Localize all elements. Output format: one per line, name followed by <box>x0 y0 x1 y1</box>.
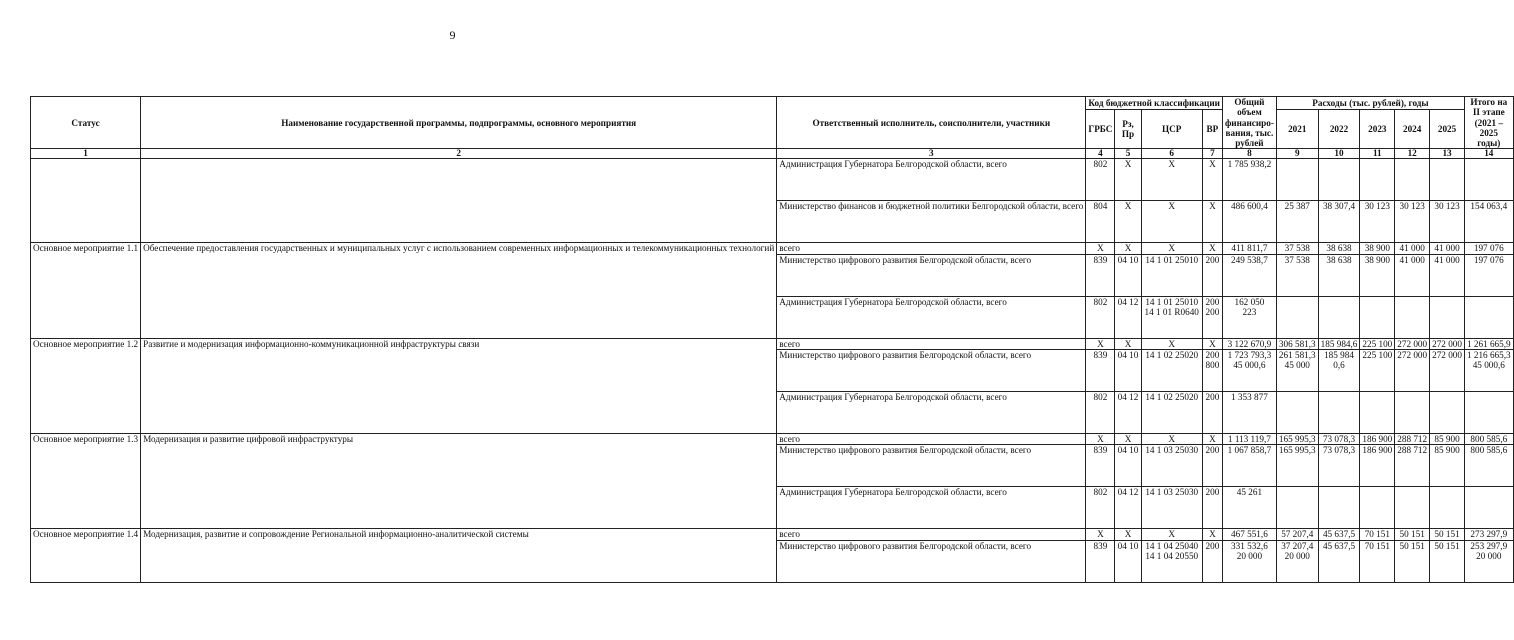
y2023-cell: 30 123 <box>1360 201 1395 243</box>
total-value: 1 723 793,3 <box>1227 350 1272 361</box>
executor-cell: Министерство финансов и бюджетной политики Белгородской области, всего <box>777 201 1086 243</box>
status-cell <box>31 159 141 243</box>
vr-value: 200 <box>1205 307 1220 318</box>
y2022-value: 0,6 <box>1333 360 1345 371</box>
y2021-value: 20 000 <box>1284 550 1310 561</box>
stage-cell: 197 076 <box>1464 254 1513 296</box>
csr-cell: 14 1 01 25010 <box>1141 254 1202 296</box>
y2025-cell: 272 000 <box>1430 350 1465 392</box>
stage-value: 20 000 <box>1476 550 1502 561</box>
y2024-cell: 272 000 <box>1395 338 1430 349</box>
y2023-cell: 38 900 <box>1360 254 1395 296</box>
header-2023: 2023 <box>1360 110 1395 149</box>
executor-cell: Министерство цифрового развития Белгородской области, всего <box>777 350 1086 392</box>
stage-cell <box>1464 392 1513 434</box>
name-cell: Модернизация и развитие цифровой инфраструктуры <box>141 434 777 529</box>
total-cell: 411 811,7 <box>1222 243 1276 254</box>
y2022-cell: 73 078,3 <box>1318 434 1360 445</box>
header-2022: 2022 <box>1318 110 1360 149</box>
vr-cell: 200 <box>1202 487 1222 529</box>
grbs-cell: 839 <box>1086 540 1115 582</box>
csr-cell: X <box>1141 159 1202 201</box>
y2021-cell: 306 581,3 <box>1276 338 1318 349</box>
y2021-cell <box>1276 487 1318 529</box>
col-num: 4 <box>1086 149 1115 159</box>
rzpr-cell: X <box>1115 201 1141 243</box>
stage-value: 1 216 665,3 <box>1466 350 1511 361</box>
stage-cell: 154 063,4 <box>1464 201 1513 243</box>
y2021-cell: 165 995,3 <box>1276 434 1318 445</box>
y2023-cell: 186 900 <box>1360 445 1395 487</box>
y2021-cell: 37 538 <box>1276 243 1318 254</box>
y2023-cell: 225 100 <box>1360 350 1395 392</box>
grbs-cell: 802 <box>1086 296 1115 338</box>
vr-cell: 200 <box>1202 540 1222 582</box>
y2024-cell: 288 712 <box>1395 445 1430 487</box>
executor-cell: Министерство цифрового развития Белгородской области, всего <box>777 254 1086 296</box>
col-num: 3 <box>777 149 1086 159</box>
total-cell <box>1222 350 1276 392</box>
total-value: 45 000,6 <box>1233 360 1266 371</box>
header-csr: ЦСР <box>1141 110 1202 149</box>
col-num: 2 <box>141 149 777 159</box>
total-value: 20 000 <box>1236 550 1263 561</box>
page-number: 9 <box>449 28 456 42</box>
stage-cell <box>1464 540 1513 582</box>
executor-cell: всего <box>777 434 1086 445</box>
y2024-cell <box>1395 296 1430 338</box>
y2025-cell <box>1430 487 1465 529</box>
y2022-cell: 45 637,5 <box>1318 540 1360 582</box>
stage-cell <box>1464 296 1513 338</box>
y2024-cell: 30 123 <box>1395 201 1430 243</box>
grbs-cell: X <box>1086 434 1115 445</box>
table-row <box>31 243 1514 254</box>
y2022-cell <box>1318 392 1360 434</box>
status-cell: Основное мероприятие 1.2 <box>31 338 141 433</box>
y2025-cell <box>1430 296 1465 338</box>
vr-cell: 200 <box>1202 254 1222 296</box>
csr-cell: X <box>1141 243 1202 254</box>
csr-cell <box>1141 296 1202 338</box>
y2022-value: 185 984 <box>1324 350 1354 361</box>
rzpr-cell: X <box>1115 243 1141 254</box>
y2025-cell: 272 000 <box>1430 338 1465 349</box>
header-name: Наименование государственной программы, подпрограммы, основного мероприятия <box>141 97 777 149</box>
stage-cell: 800 585,6 <box>1464 434 1513 445</box>
total-cell: 45 261 <box>1222 487 1276 529</box>
stage-cell: 273 297,9 <box>1464 529 1513 540</box>
executor-cell: Администрация Губернатора Белгородской области, всего <box>777 392 1086 434</box>
executor-cell: всего <box>777 338 1086 349</box>
vr-cell: X <box>1202 338 1222 349</box>
rzpr-cell: X <box>1115 529 1141 540</box>
budget-table <box>30 96 1514 583</box>
grbs-cell: X <box>1086 338 1115 349</box>
name-cell <box>141 159 777 243</box>
y2025-cell: 30 123 <box>1430 201 1465 243</box>
y2022-cell <box>1318 350 1360 392</box>
header-stage-total: Итого на II этапе (2021 – 2025 годы) <box>1464 97 1513 149</box>
grbs-cell: 839 <box>1086 350 1115 392</box>
y2021-value: 45 000 <box>1284 360 1310 371</box>
y2021-cell <box>1276 540 1318 582</box>
total-value: 162 050 <box>1234 296 1265 307</box>
col-num: 1 <box>31 149 141 159</box>
vr-cell: 200 <box>1202 392 1222 434</box>
vr-cell: X <box>1202 159 1222 201</box>
y2023-cell: 38 900 <box>1360 243 1395 254</box>
grbs-cell: 839 <box>1086 254 1115 296</box>
csr-cell: 14 1 02 25020 <box>1141 392 1202 434</box>
col-num: 14 <box>1464 149 1513 159</box>
total-cell: 1 067 858,7 <box>1222 445 1276 487</box>
col-num: 5 <box>1115 149 1141 159</box>
col-num: 13 <box>1430 149 1465 159</box>
y2022-cell <box>1318 296 1360 338</box>
executor-cell: Администрация Губернатора Белгородской области, всего <box>777 296 1086 338</box>
rzpr-cell: 04 10 <box>1115 540 1141 582</box>
y2021-cell: 37 538 <box>1276 254 1318 296</box>
status-cell: Основное мероприятие 1.1 <box>31 243 141 338</box>
total-cell: 1 785 938,2 <box>1222 159 1276 201</box>
total-cell: 3 122 670,9 <box>1222 338 1276 349</box>
total-cell: 486 600,4 <box>1222 201 1276 243</box>
rzpr-cell: 04 10 <box>1115 445 1141 487</box>
total-value: 331 532,6 <box>1231 540 1268 551</box>
y2025-cell: 85 900 <box>1430 434 1465 445</box>
stage-cell: 1 261 665,9 <box>1464 338 1513 349</box>
total-value: 223 <box>1242 307 1257 318</box>
total-cell <box>1222 296 1276 338</box>
y2025-cell: 50 151 <box>1430 529 1465 540</box>
y2025-cell: 41 000 <box>1430 254 1465 296</box>
y2021-cell: 57 207,4 <box>1276 529 1318 540</box>
vr-cell: X <box>1202 201 1222 243</box>
y2025-cell <box>1430 392 1465 434</box>
stage-cell <box>1464 487 1513 529</box>
csr-cell: X <box>1141 434 1202 445</box>
csr-cell: X <box>1141 338 1202 349</box>
header-rzpr: Рз, Пр <box>1115 110 1141 149</box>
y2021-cell <box>1276 296 1318 338</box>
y2021-cell: 25 387 <box>1276 201 1318 243</box>
y2025-cell: 85 900 <box>1430 445 1465 487</box>
vr-cell: X <box>1202 434 1222 445</box>
header-total: Общий объем финансиро-вания, тыс. рублей <box>1222 97 1276 149</box>
y2022-cell <box>1318 159 1360 201</box>
y2024-cell: 288 712 <box>1395 434 1430 445</box>
y2023-cell <box>1360 296 1395 338</box>
table-row <box>31 529 1514 540</box>
executor-cell: Администрация Губернатора Белгородской области, всего <box>777 487 1086 529</box>
y2023-cell: 70 151 <box>1360 540 1395 582</box>
y2021-value: 261 581,3 <box>1278 350 1316 361</box>
y2025-cell <box>1430 159 1465 201</box>
y2023-cell: 70 151 <box>1360 529 1395 540</box>
header-2025: 2025 <box>1430 110 1465 149</box>
col-num: 8 <box>1222 149 1276 159</box>
stage-value: 253 297,9 <box>1470 540 1508 551</box>
status-cell: Основное мероприятие 1.4 <box>31 529 141 582</box>
header-grbs: ГРБС <box>1086 110 1115 149</box>
csr-cell: 14 1 03 25030 <box>1141 445 1202 487</box>
y2024-cell: 272 000 <box>1395 350 1430 392</box>
vr-value: 200 <box>1205 350 1220 361</box>
vr-cell: X <box>1202 243 1222 254</box>
header-executor: Ответственный исполнитель, соисполнители, участники <box>777 97 1086 149</box>
vr-cell <box>1202 296 1222 338</box>
y2024-cell <box>1395 392 1430 434</box>
csr-value: 14 1 04 20550 <box>1145 550 1199 561</box>
grbs-cell: 802 <box>1086 392 1115 434</box>
header-2024: 2024 <box>1395 110 1430 149</box>
y2024-cell <box>1395 487 1430 529</box>
col-num: 9 <box>1276 149 1318 159</box>
vr-cell: 200 <box>1202 445 1222 487</box>
grbs-cell: 802 <box>1086 159 1115 201</box>
executor-cell: Министерство цифрового развития Белгородской области, всего <box>777 445 1086 487</box>
csr-cell: X <box>1141 529 1202 540</box>
y2022-cell <box>1318 487 1360 529</box>
stage-cell: 800 585,6 <box>1464 445 1513 487</box>
col-num: 12 <box>1395 149 1430 159</box>
csr-value: 14 1 04 25040 <box>1145 540 1199 551</box>
y2022-cell: 45 637,5 <box>1318 529 1360 540</box>
header-vr: ВР <box>1202 110 1222 149</box>
y2024-cell: 50 151 <box>1395 540 1430 582</box>
status-cell: Основное мероприятие 1.3 <box>31 434 141 529</box>
rzpr-cell: 04 10 <box>1115 254 1141 296</box>
y2023-cell <box>1360 487 1395 529</box>
y2023-cell <box>1360 392 1395 434</box>
col-num: 10 <box>1318 149 1360 159</box>
total-cell: 467 551,6 <box>1222 529 1276 540</box>
csr-cell: X <box>1141 201 1202 243</box>
rzpr-cell: X <box>1115 434 1141 445</box>
col-num: 11 <box>1360 149 1395 159</box>
y2022-cell: 38 638 <box>1318 254 1360 296</box>
name-cell: Развитие и модернизация информационно-коммуникационной инфраструктуры связи <box>141 338 777 433</box>
grbs-cell: 802 <box>1086 487 1115 529</box>
vr-cell: X <box>1202 529 1222 540</box>
y2024-cell: 41 000 <box>1395 243 1430 254</box>
grbs-cell: X <box>1086 243 1115 254</box>
stage-cell: 197 076 <box>1464 243 1513 254</box>
column-number-row <box>31 149 1514 159</box>
total-cell: 249 538,7 <box>1222 254 1276 296</box>
y2025-cell: 50 151 <box>1430 540 1465 582</box>
rzpr-cell: 04 12 <box>1115 296 1141 338</box>
executor-cell: всего <box>777 529 1086 540</box>
table-row <box>31 338 1514 349</box>
y2021-cell: 165 995,3 <box>1276 445 1318 487</box>
rzpr-cell: X <box>1115 338 1141 349</box>
y2023-cell: 186 900 <box>1360 434 1395 445</box>
csr-cell <box>1141 540 1202 582</box>
total-cell <box>1222 540 1276 582</box>
y2021-cell <box>1276 350 1318 392</box>
y2024-cell: 50 151 <box>1395 529 1430 540</box>
executor-cell: всего <box>777 243 1086 254</box>
header-2021: 2021 <box>1276 110 1318 149</box>
header-status: Статус <box>31 97 141 149</box>
y2024-cell: 41 000 <box>1395 254 1430 296</box>
grbs-cell: 839 <box>1086 445 1115 487</box>
executor-cell: Администрация Губернатора Белгородской области, всего <box>777 159 1086 201</box>
name-cell: Обеспечение предоставления государственных и муниципальных услуг с использованием современных информационных и телекоммуникационных технологий <box>141 243 777 338</box>
total-cell: 1 353 877 <box>1222 392 1276 434</box>
y2021-cell <box>1276 392 1318 434</box>
vr-cell <box>1202 350 1222 392</box>
header-expenses: Расходы (тыс. рублей), годы <box>1276 97 1464 110</box>
rzpr-cell: X <box>1115 159 1141 201</box>
grbs-cell: X <box>1086 529 1115 540</box>
stage-value: 45 000,6 <box>1472 360 1505 371</box>
header-budget-code: Код бюджетной классификации <box>1086 97 1223 110</box>
stage-cell <box>1464 159 1513 201</box>
stage-cell <box>1464 350 1513 392</box>
csr-value: 14 1 01 R0640 <box>1144 307 1199 318</box>
name-cell: Модернизация, развитие и сопровождение Региональной информационно-аналитической системы <box>141 529 777 582</box>
rzpr-cell: 04 10 <box>1115 350 1141 392</box>
col-num: 6 <box>1141 149 1202 159</box>
csr-cell: 14 1 02 25020 <box>1141 350 1202 392</box>
table-row <box>31 434 1514 445</box>
grbs-cell: 804 <box>1086 201 1115 243</box>
rzpr-cell: 04 12 <box>1115 392 1141 434</box>
vr-value: 200 <box>1205 296 1220 307</box>
y2021-cell <box>1276 159 1318 201</box>
rzpr-cell: 04 12 <box>1115 487 1141 529</box>
y2021-value: 37 207,4 <box>1281 540 1314 551</box>
y2023-cell <box>1360 159 1395 201</box>
col-num: 7 <box>1202 149 1222 159</box>
executor-cell: Министерство цифрового развития Белгородской области, всего <box>777 540 1086 582</box>
y2025-cell: 41 000 <box>1430 243 1465 254</box>
y2022-cell: 185 984,6 <box>1318 338 1360 349</box>
csr-cell: 14 1 03 25030 <box>1141 487 1202 529</box>
y2023-cell: 225 100 <box>1360 338 1395 349</box>
y2022-cell: 38 638 <box>1318 243 1360 254</box>
csr-value: 14 1 01 25010 <box>1145 296 1199 307</box>
total-cell: 1 113 119,7 <box>1222 434 1276 445</box>
y2022-cell: 38 307,4 <box>1318 201 1360 243</box>
table-row <box>31 159 1514 201</box>
y2024-cell <box>1395 159 1430 201</box>
y2022-cell: 73 078,3 <box>1318 445 1360 487</box>
vr-value: 800 <box>1205 360 1220 371</box>
